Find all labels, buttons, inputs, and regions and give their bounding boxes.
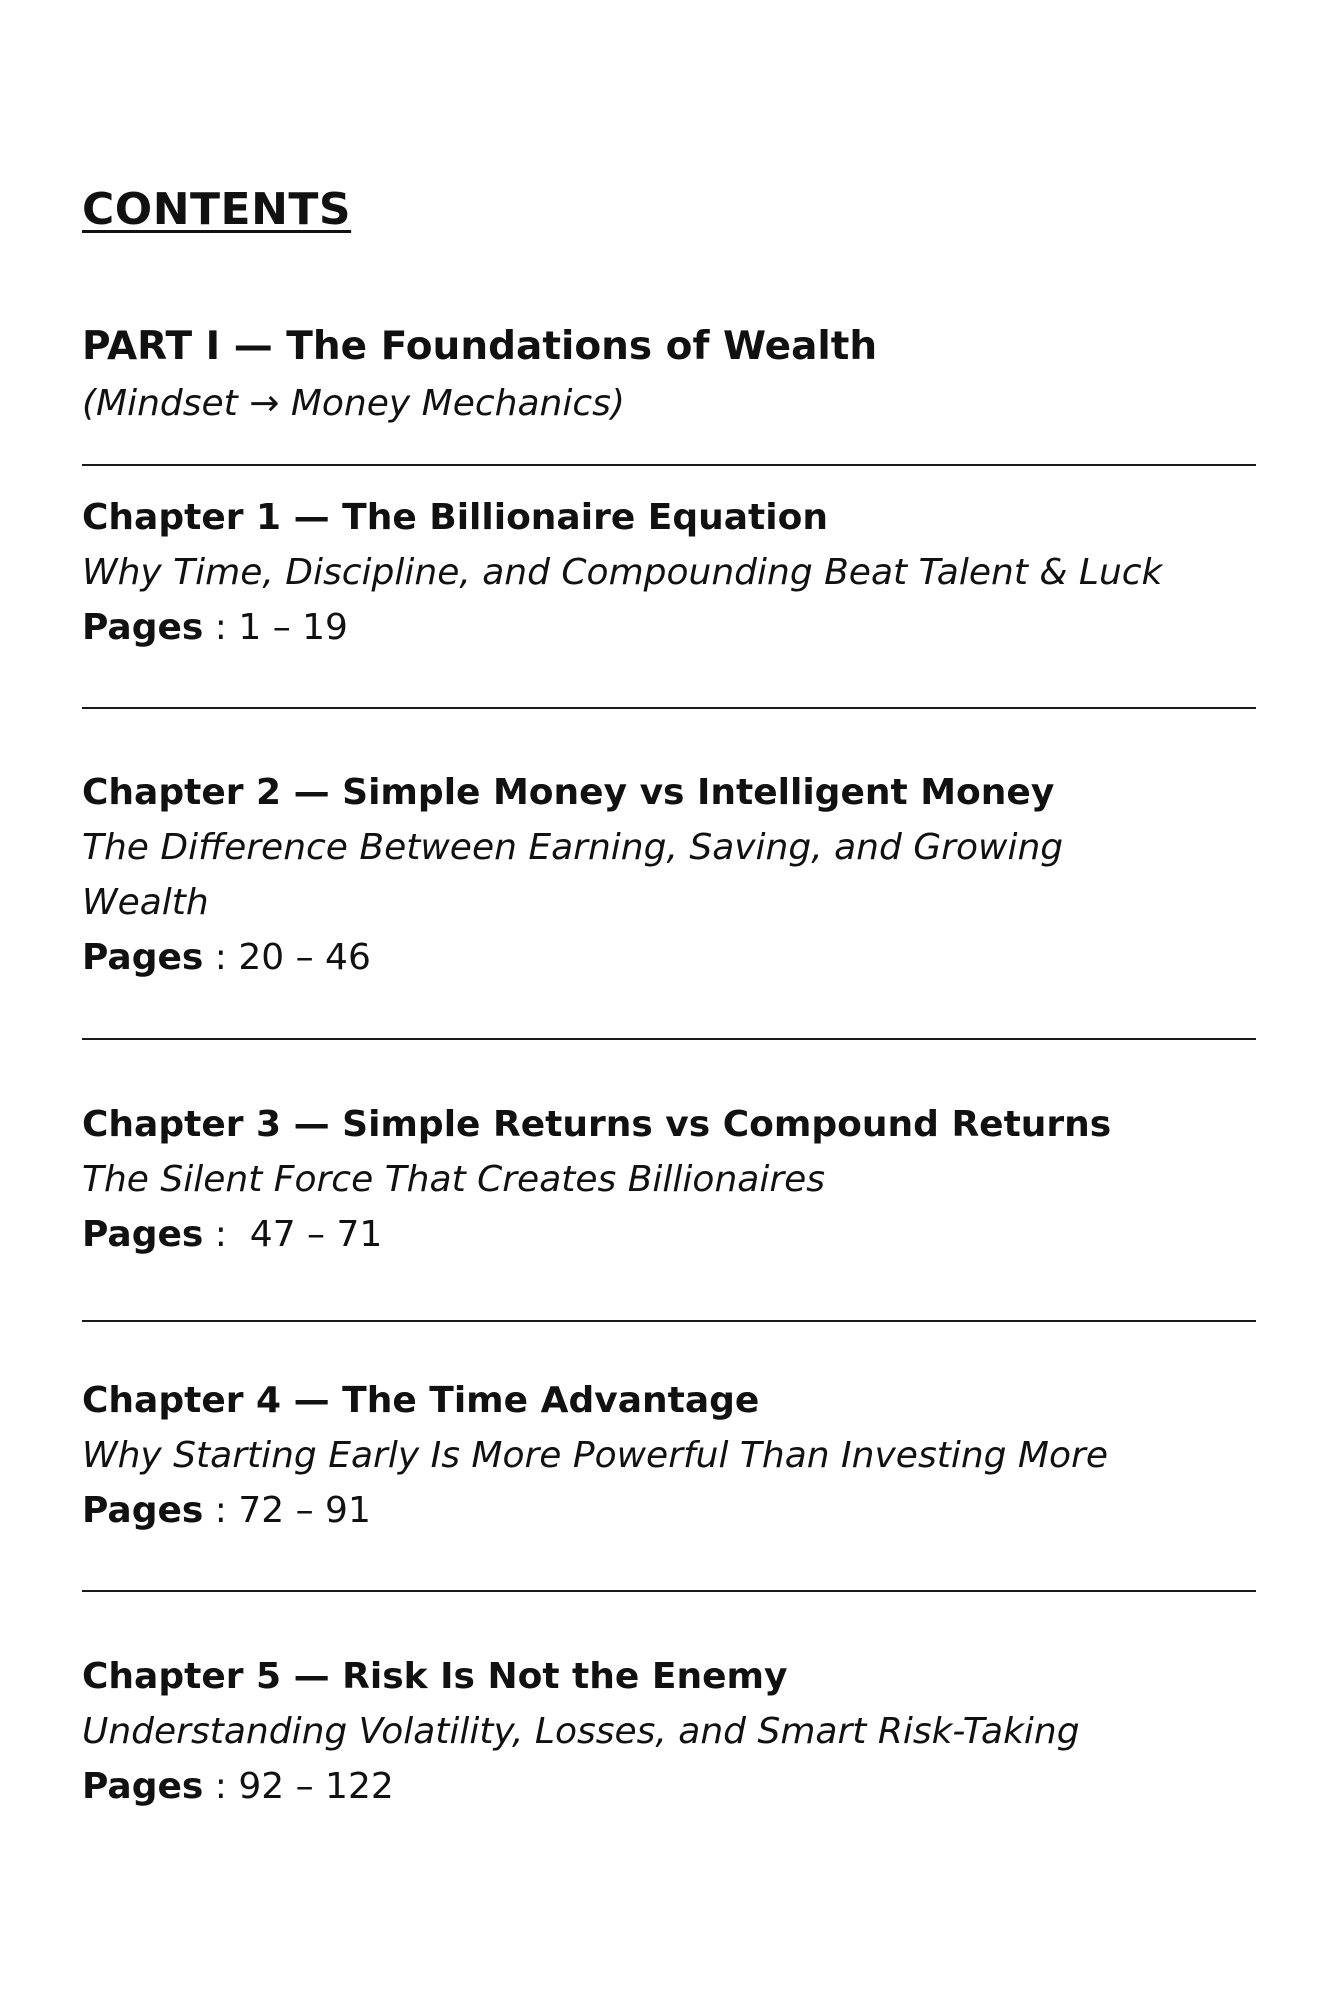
chapter-title: Chapter 4 — The Time Advantage <box>82 1380 760 1421</box>
chapter-subtitle: The Silent Force That Creates Billionaires <box>82 1159 826 1200</box>
part-title: PART I — The Foundations of Wealth <box>82 324 878 369</box>
chapter-4-entry[interactable] <box>82 1373 1256 1538</box>
chapter-subtitle: The Difference Between Earning, Saving, and Growing Wealth <box>82 827 1064 923</box>
divider <box>82 707 1256 709</box>
pages-range: : 1 – 19 <box>203 607 348 648</box>
part-subtitle: (Mindset → Money Mechanics) <box>82 383 625 424</box>
chapter-subtitle: Why Starting Early Is More Powerful Than Investing More <box>82 1435 1108 1476</box>
chapter-subtitle: Why Time, Discipline, and Compounding Beat Talent & Luck <box>82 552 1163 593</box>
chapter-5-entry[interactable] <box>82 1649 1256 1814</box>
chapter-1-entry[interactable] <box>82 490 1256 655</box>
divider <box>82 1038 1256 1040</box>
contents-page <box>82 0 1256 2000</box>
chapter-3-entry[interactable] <box>82 1097 1256 1262</box>
pages-label: Pages <box>82 607 204 648</box>
chapter-title: Chapter 3 — Simple Returns vs Compound Returns <box>82 1104 1112 1145</box>
chapter-pages <box>82 930 1256 985</box>
chapter-pages <box>82 1207 1256 1262</box>
chapter-subtitle: Understanding Volatility, Losses, and Smart Risk-Taking <box>82 1711 1080 1752</box>
contents-heading: CONTENTS <box>82 184 352 235</box>
chapter-2-entry[interactable] <box>82 765 1256 985</box>
pages-label: Pages <box>82 1490 204 1531</box>
pages-label: Pages <box>82 937 204 978</box>
pages-label: Pages <box>82 1766 204 1807</box>
chapter-title: Chapter 1 — The Billionaire Equation <box>82 497 828 538</box>
divider <box>82 1590 1256 1592</box>
pages-label: Pages <box>82 1214 204 1255</box>
chapter-pages <box>82 1483 1256 1538</box>
chapter-title: Chapter 5 — Risk Is Not the Enemy <box>82 1656 788 1697</box>
divider <box>82 464 1256 466</box>
pages-range: : 47 – 71 <box>203 1214 383 1255</box>
pages-range: : 20 – 46 <box>203 937 371 978</box>
chapter-pages <box>82 1759 1256 1814</box>
divider <box>82 1320 1256 1322</box>
pages-range: : 92 – 122 <box>203 1766 394 1807</box>
chapter-pages <box>82 600 1256 655</box>
chapter-title: Chapter 2 — Simple Money vs Intelligent Money <box>82 772 1055 813</box>
pages-range: : 72 – 91 <box>203 1490 371 1531</box>
